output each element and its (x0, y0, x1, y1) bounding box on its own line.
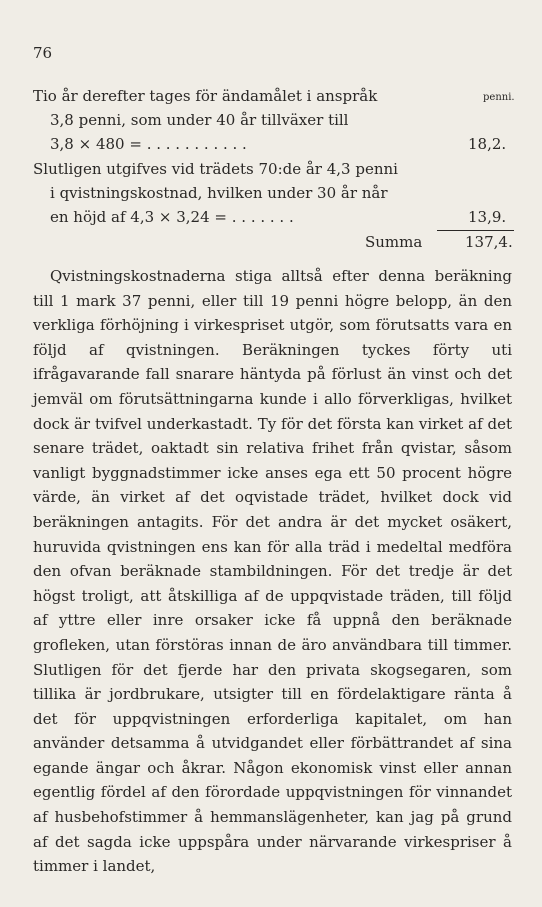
unit-label: penni. (483, 92, 515, 103)
sum-rule (437, 230, 514, 231)
calc-line-6: en höjd af 4,3 × 3,24 = . . . . . . . (50, 208, 294, 226)
body-paragraph (33, 264, 512, 879)
sum-label: Summa (365, 233, 423, 251)
calc-line-5: i qvistningskostnad, hvilken under 30 år når (50, 184, 388, 202)
page-number: 76 (33, 44, 53, 62)
calc-line-1: Tio år derefter tages för ändamålet i anspråk (33, 87, 378, 105)
calc-line-2: 3,8 penni, som under 40 år tillväxer till (50, 111, 349, 129)
paragraph-text: Qvistningskostnaderna stiga alltså efter denna beräkning till 1 mark 37 penni, eller till 19 penni högre belopp, än den verkliga förhöjning i virkespriset utgör, som förutsatts vara en följd af qvistningen. Beräkningen tyckes förty uti ifrågavarande fall snarare häntyda på förlust än vinst och det jemväl om förutsättningarna kunde i allo förverkligas, hvilket dock är tvifvel underkastadt. Ty för det första kan virket af det senare trädet, oaktadt sin relativa frihet från qvistar, såsom vanligt byggnadstimmer icke anses ega ett 50 procent högre värde, än virket af det oqvistade trädet, hvilket dock vid beräkningen antagits. För det andra är det mycket osäkert, huruvida qvistningen ens kan för alla träd i medeltal medföra den ofvan beräknade stambildningen. För det tredje är det högst troligt, att åtskilliga af de uppqvistade träden, till följd af yttre eller inre orsaker icke få uppnå den beräknade grofleken, utan förstöras innan de äro användbara till timmer. Slutligen för det fjerde har den privata skogsegaren, som tillika är jordbrukare, utsigter till en fördelaktigare ränta å det för uppqvistningen erforderliga kapitalet, om han använder detsamma å utvidgandet eller förbättrandet af sina egande ängar och åkrar. Någon ekonomisk vinst eller annan egentlig fördel af den förordade uppqvistningen för vinnandet af husbehofstimmer å hemmanslägenheter, kan jag på grund af det sagda icke uppspåra under närvarande virkespriser å timmer i landet, (33, 267, 512, 876)
calc-line-3: 3,8 × 480 = . . . . . . . . . . . (50, 135, 247, 153)
calc-value-2: 13,9. (468, 208, 507, 226)
calc-value-1: 18,2. (468, 135, 507, 153)
calc-line-4: Slutligen utgifves vid trädets 70:de år 4,3 penni (33, 160, 398, 178)
sum-value: 137,4. (465, 233, 513, 251)
